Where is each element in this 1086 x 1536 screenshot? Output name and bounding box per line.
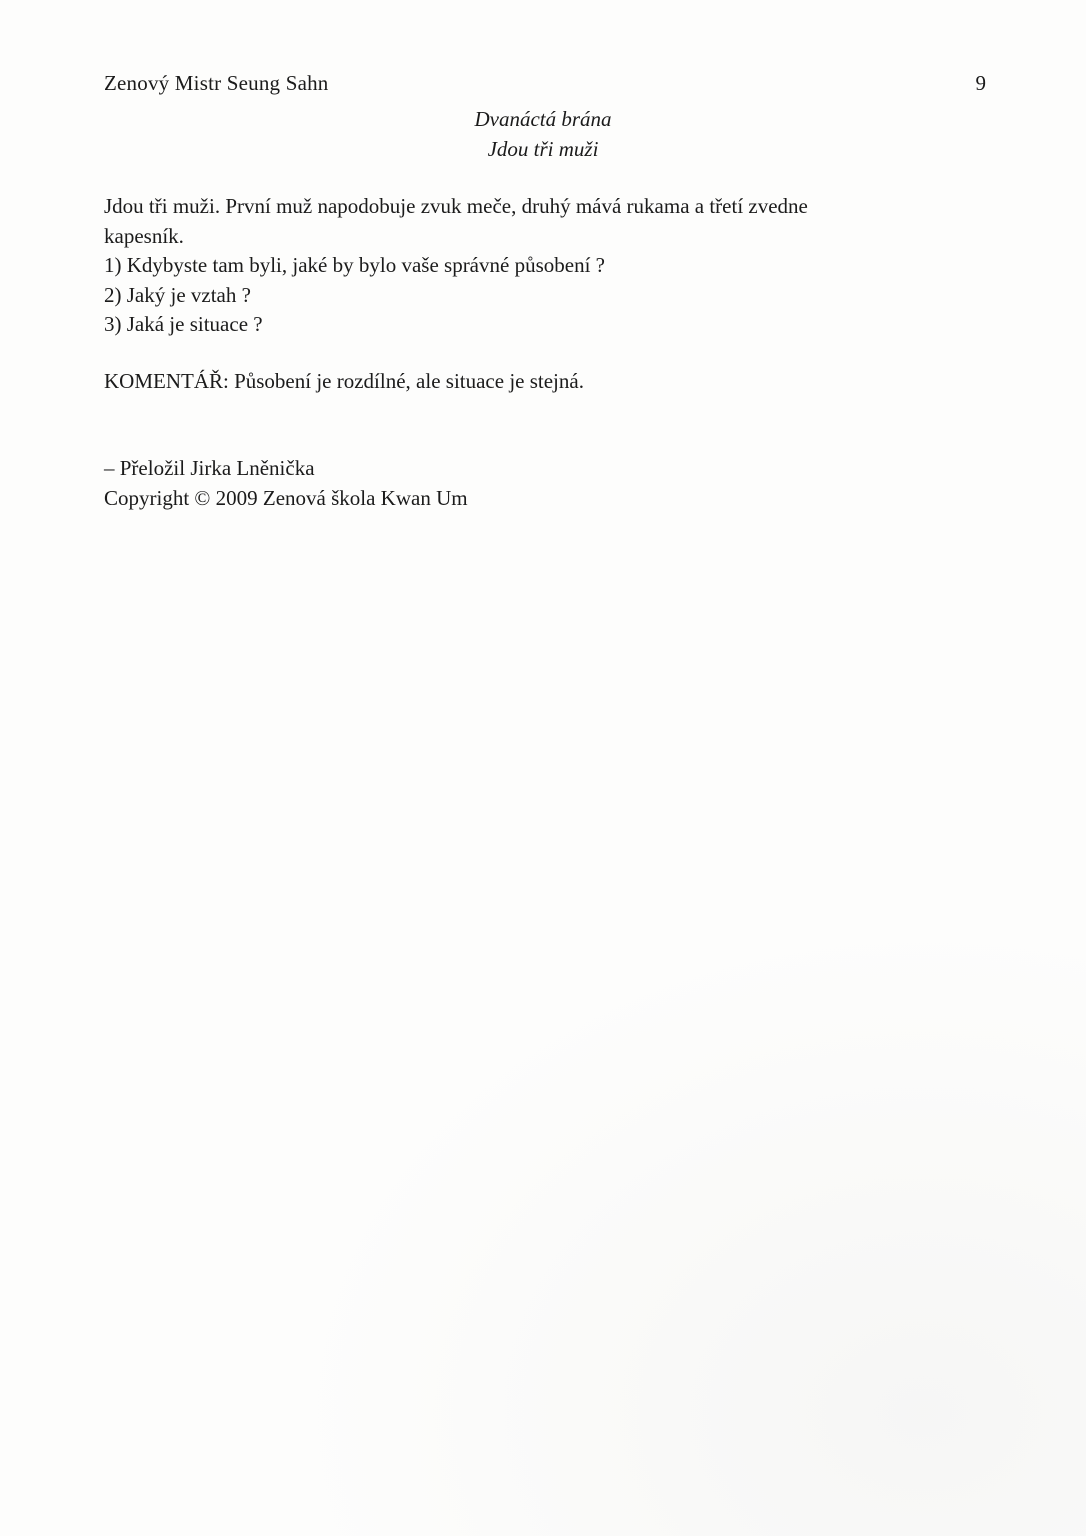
translator-credit: – Přeložil Jirka Lněnička bbox=[104, 456, 315, 480]
question-2: 2) Jaký je vztah ? bbox=[104, 282, 251, 307]
chapter-title-line2: Jdou tři muži bbox=[487, 137, 599, 161]
question-1: 1) Kdybyste tam byli, jaké by bylo vaše správné působení ? bbox=[104, 253, 605, 277]
koan-paragraph: Jdou tři muži. První muž napodobuje zvuk meče, druhý mává rukama a třetí zvedne kapesník. bbox=[104, 194, 808, 248]
copyright-notice: Copyright © 2009 Zenová škola Kwan Um bbox=[104, 486, 468, 510]
chapter-title bbox=[0, 104, 1086, 164]
page-header bbox=[104, 70, 986, 96]
commentary-line: KOMENTÁŘ: Působení je rozdílné, ale situace je stejná. bbox=[104, 369, 584, 393]
page-number: 9 bbox=[975, 71, 986, 95]
question-3: 3) Jaká je situace ? bbox=[104, 312, 263, 336]
chapter-title-line1: Dvanáctá brána bbox=[474, 107, 612, 131]
body-text bbox=[104, 192, 872, 340]
running-title: Zenový Mistr Seung Sahn bbox=[104, 71, 329, 95]
page-footer bbox=[104, 453, 804, 513]
